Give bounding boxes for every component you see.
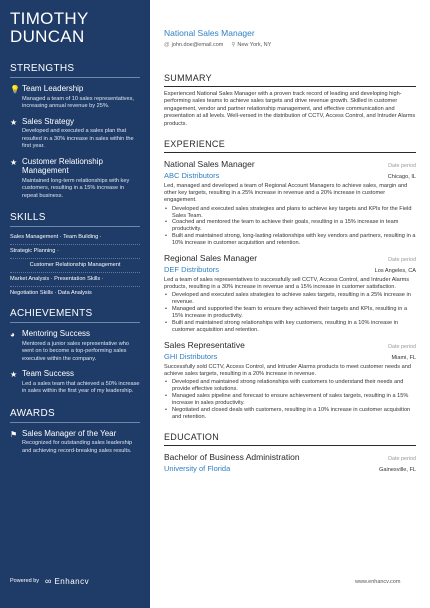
location-text: New York, NY: [237, 42, 272, 48]
experience-company: GHI Distributors: [164, 351, 218, 361]
education-degree: Bachelor of Business Administration: [164, 451, 300, 462]
experience-role: Regional Sales Manager: [164, 253, 258, 264]
experience-bullet: • Developed and maintained strong relationships with customers to understand their needs and provide effective solutions.: [164, 379, 416, 393]
experience-bullet: • Coached and mentored the team to achieve their goals, resulting in a 15% increase in team productivity.: [164, 219, 416, 233]
pie-chart-icon: ◕: [10, 330, 15, 339]
name-last: DUNCAN: [10, 27, 85, 46]
strength-title: Sales Strategy: [22, 116, 75, 126]
education-heading: EDUCATION: [164, 432, 416, 446]
experience-role: Sales Representative: [164, 339, 245, 350]
education-entry: [164, 452, 416, 473]
experience-bullet: • Built and maintained strong relationships with key customers, resulting in a 10% increase in customer acquisition and retention.: [164, 320, 416, 334]
contact-info: [164, 42, 416, 48]
awards-heading: AWARDS: [10, 408, 140, 423]
flag-icon: ⚑: [10, 429, 18, 439]
experience-desc: Successfully sold CCTV, Access Control, and Intruder Alarms products to meet customer needs and achieve sales targets, resulting in a 20% increase in revenue.: [164, 363, 411, 378]
experience-bullet: • Managed and supported the team to ensure they achieved their targets and KPIs, resulting in a 15% increase in productivity.: [164, 306, 416, 320]
award-title: Sales Manager of the Year: [22, 428, 117, 438]
education-school: University of Florida: [164, 463, 231, 473]
summary-heading: SUMMARY: [164, 73, 416, 87]
contact-location: [231, 42, 271, 48]
experience-bullets: [164, 292, 416, 333]
experience-bullets: [164, 379, 416, 420]
experience-date: Date period: [388, 257, 416, 264]
candidate-name: [10, 10, 140, 46]
star-icon: ★: [10, 157, 18, 167]
experience-location: Miami, FL: [391, 354, 416, 361]
experience-bullet: • Managed sales pipeline and forecast to ensure achievement of sales targets, resulting in a 15% increase in sales productivity.: [164, 393, 416, 407]
lightbulb-icon: 💡: [10, 85, 20, 94]
experience-date: Date period: [388, 343, 416, 350]
star-icon: ★: [10, 370, 18, 379]
enhancv-brand: Enhancv: [54, 576, 90, 586]
experience-bullet: • Negotiated and closed deals with customers, resulting in a 10% increase in customer acquisition and retention.: [164, 407, 416, 421]
experience-desc: Led a team of sales representatives to successfully sell CCTV, Access Control, and Intruder Alarms products, resulting in a 30% increase in revenue and a 15% increase in customer satisfaction.: [164, 277, 410, 291]
experience-location: Chicago, IL: [387, 174, 416, 181]
award-item: [10, 429, 140, 456]
job-title: National Sales Manager: [164, 28, 255, 38]
skill-row: Market Analysis · Presentation Skills ·: [10, 273, 140, 287]
email-text: john.doe@email.com: [171, 42, 224, 48]
strength-desc: Managed a team of 10 sales representatives, increasing annual revenue by 25%.: [22, 95, 134, 109]
pin-icon: ⚲: [231, 42, 236, 48]
star-icon: ★: [10, 117, 18, 127]
name-first: TIMOTHY: [10, 9, 89, 28]
experience-desc: Led, managed and developed a team of Regional Account Managers to achieve sales, margin and other key targets, resulting in a 25% increase in revenue and a 20% increase in customer engagement.: [164, 183, 408, 204]
strengths-heading: STRENGTHS: [10, 63, 140, 78]
strength-desc: Maintained long-term relationships with key customers, resulting in a 15% increase in repeat business.: [22, 177, 130, 199]
contact-email[interactable]: [164, 42, 223, 48]
achievement-item: [10, 369, 140, 396]
experience-heading: EXPERIENCE: [164, 139, 416, 153]
award-desc: Recognized for outstanding sales leadership and achieving record-breaking sales results.: [22, 440, 133, 454]
skill-row: Strategic Planning ·: [10, 245, 140, 259]
strength-item: [10, 84, 140, 111]
sidebar: [0, 0, 150, 608]
experience-company: ABC Distributors: [164, 171, 220, 181]
experience-date: Date period: [388, 163, 416, 170]
skills-heading: SKILLS: [10, 212, 140, 227]
powered-by-label: Powered by: [10, 578, 40, 584]
education-date: Date period: [388, 455, 416, 462]
achievement-desc: Mentored a junior sales representative who went on to become a top-performing sales executive within the company.: [22, 340, 129, 362]
experience-entry: [164, 340, 416, 421]
at-icon: @: [164, 42, 170, 48]
achievements-heading: ACHIEVEMENTS: [10, 308, 140, 323]
skills-list: [10, 231, 140, 300]
strength-title: Customer Relationship Management: [22, 156, 103, 175]
experience-location: Los Angeles, CA: [374, 268, 416, 275]
experience-entry: [164, 253, 416, 334]
experience-bullets: [164, 206, 416, 247]
summary-text: Experienced National Sales Manager with a proven track record of leading and developing high-performing sales teams to achieve sales targets and drive revenue growth. Skilled in customer engagement, vendor and partner relationship management, and effective communication and presentation at all levels. Well-versed in the distribution of CCTV, Access Control, and Intruder Alarms products.: [164, 91, 416, 127]
achievement-desc: Led a sales team that achieved a 50% increase in sales within the first year of my leadership.: [22, 380, 140, 394]
main-column: [150, 0, 430, 608]
experience-role: National Sales Manager: [164, 159, 255, 170]
strength-item: [10, 117, 140, 151]
enhancv-logo-icon: ∞: [45, 576, 52, 586]
enhancv-url[interactable]: www.enhancv.com: [355, 579, 401, 585]
achievement-title: Mentoring Success: [22, 329, 91, 338]
achievement-item: [10, 329, 140, 363]
experience-bullet: • Built and maintained strong, long-lasting relationships with key vendors and partners, resulting in a 10% increase in customer acquisition and retention.: [164, 233, 416, 247]
skill-row: Customer Relationship Management: [10, 259, 140, 273]
experience-bullet: • Developed and executed sales strategies and plans to achieve key targets and KPIs for the Field Sales Team.: [164, 206, 416, 220]
skill-row: Negotiation Skills · Data Analysis: [10, 290, 92, 296]
achievement-title: Team Success: [22, 369, 75, 378]
experience-bullet: • Developed and executed sales strategies to achieve sales targets, resulting in a 25% increase in revenue.: [164, 292, 416, 306]
education-location: Gainesville, FL: [379, 466, 416, 473]
experience-company: DEF Distributors: [164, 265, 220, 275]
strength-desc: Developed and executed a sales plan that resulted in a 30% increase in sales within the first year.: [22, 128, 134, 149]
strength-item: [10, 157, 140, 201]
skill-row: Sales Management · Team Building ·: [10, 231, 140, 245]
powered-by: [10, 576, 89, 586]
experience-entry: [164, 159, 416, 247]
strength-title: Team Leadership: [22, 84, 84, 93]
